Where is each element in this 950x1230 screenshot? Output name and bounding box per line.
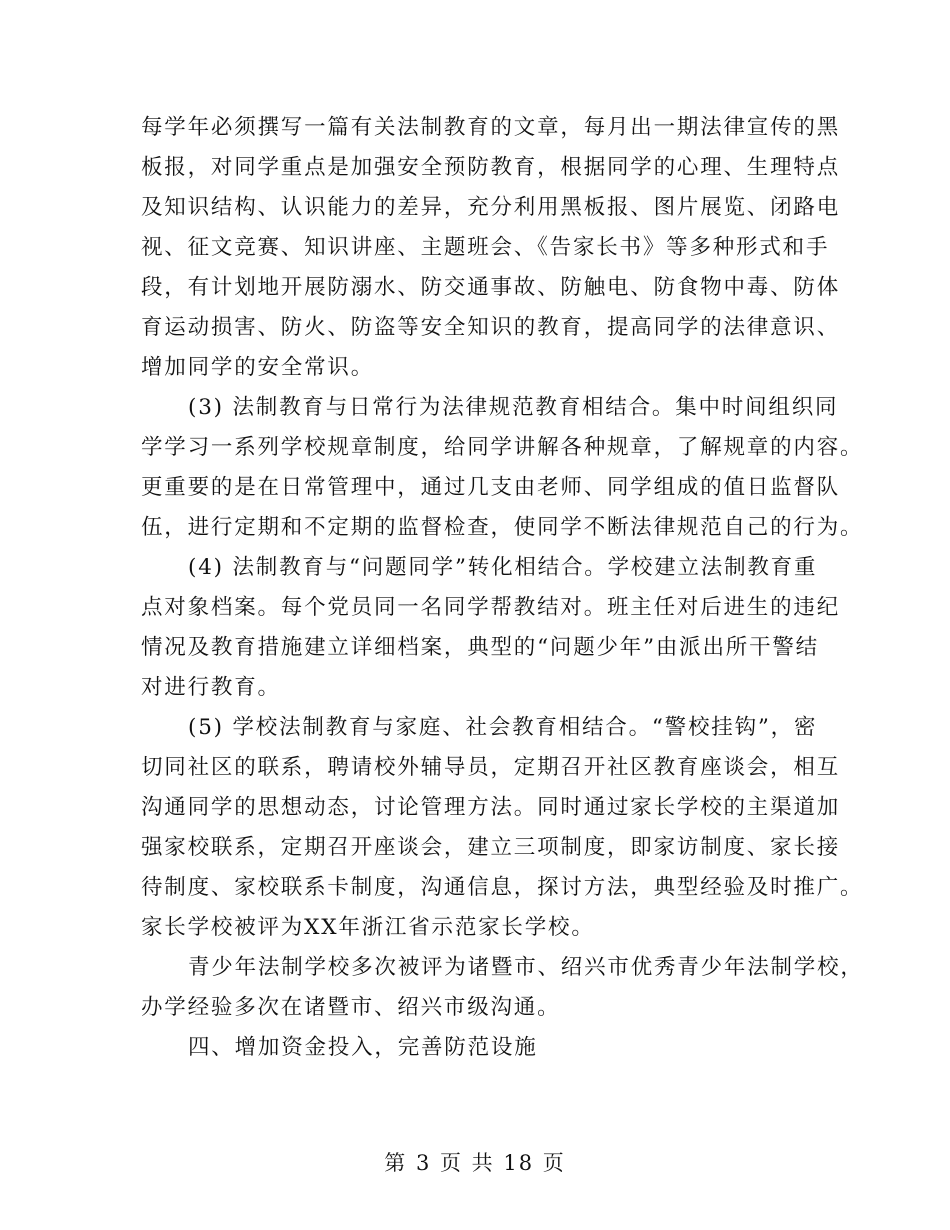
body-text-line: 伍，进行定期和不定期的监督检查，使同学不断法律规范自己的行为。 xyxy=(141,515,864,540)
body-text-line: 对进行教育。 xyxy=(141,675,281,700)
paragraph-summary-start: 青少年法制学校多次被评为诸暨市、绍兴市优秀青少年法制学校， xyxy=(188,955,864,980)
body-text-line: 板报，对同学重点是加强安全预防教育，根据同学的心理、生理特点 xyxy=(141,155,841,180)
body-text-line: 增加同学的安全常识。 xyxy=(141,355,375,380)
body-text-line: 每学年必须撰写一篇有关法制教育的文章，每月出一期法律宣传的黑 xyxy=(141,115,841,140)
section-heading: 四、增加资金投入，完善防范设施 xyxy=(188,1035,538,1060)
body-text-line: 待制度、家校联系卡制度，沟通信息，探讨方法，典型经验及时推广。 xyxy=(141,875,864,900)
body-text-line: 沟通同学的思想动态，讨论管理方法。同时通过家长学校的主渠道加 xyxy=(141,795,841,820)
paragraph-3-start: (3) 法制教育与日常行为法律规范教育相结合。集中时间组织同 xyxy=(188,395,839,420)
body-text-line: 点对象档案。每个党员同一名同学帮教结对。班主任对后进生的违纪 xyxy=(141,595,841,620)
body-text-line: 切同社区的联系，聘请校外辅导员，定期召开社区教育座谈会，相互 xyxy=(141,755,841,780)
body-text-line: 及知识结构、认识能力的差异，充分利用黑板报、图片展览、闭路电 xyxy=(141,195,841,220)
body-text-line: 视、征文竞赛、知识讲座、主题班会、《告家长书》等多种形式和手 xyxy=(141,235,830,260)
paragraph-5-start: (5) 学校法制教育与家庭、社会教育相结合。“警校挂钩”，密 xyxy=(188,715,818,740)
body-text-line: 情况及教育措施建立详细档案，典型的“问题少年”由派出所干警结 xyxy=(141,635,819,660)
body-text-line: 学学习一系列学校规章制度，给同学讲解各种规章，了解规章的内容。 xyxy=(141,435,864,460)
body-text-line: 段，有计划地开展防溺水、防交通事故、防触电、防食物中毒、防体 xyxy=(141,275,841,300)
page-footer: 第 3 页 共 18 页 xyxy=(384,1151,566,1175)
body-text-line: 家长学校被评为XX年浙江省示范家长学校。 xyxy=(141,915,595,940)
body-text-line: 育运动损害、防火、防盗等安全知识的教育，提高同学的法律意识、 xyxy=(141,315,841,340)
body-text-line: 强家校联系，定期召开座谈会，建立三项制度，即家访制度、家长接 xyxy=(141,835,841,860)
paragraph-4-start: (4) 法制教育与“问题同学”转化相结合。学校建立法制教育重 xyxy=(188,555,818,580)
body-text-line: 更重要的是在日常管理中，通过几支由老师、同学组成的值日监督队 xyxy=(141,475,841,500)
body-text-line: 办学经验多次在诸暨市、绍兴市级沟通。 xyxy=(141,995,561,1020)
